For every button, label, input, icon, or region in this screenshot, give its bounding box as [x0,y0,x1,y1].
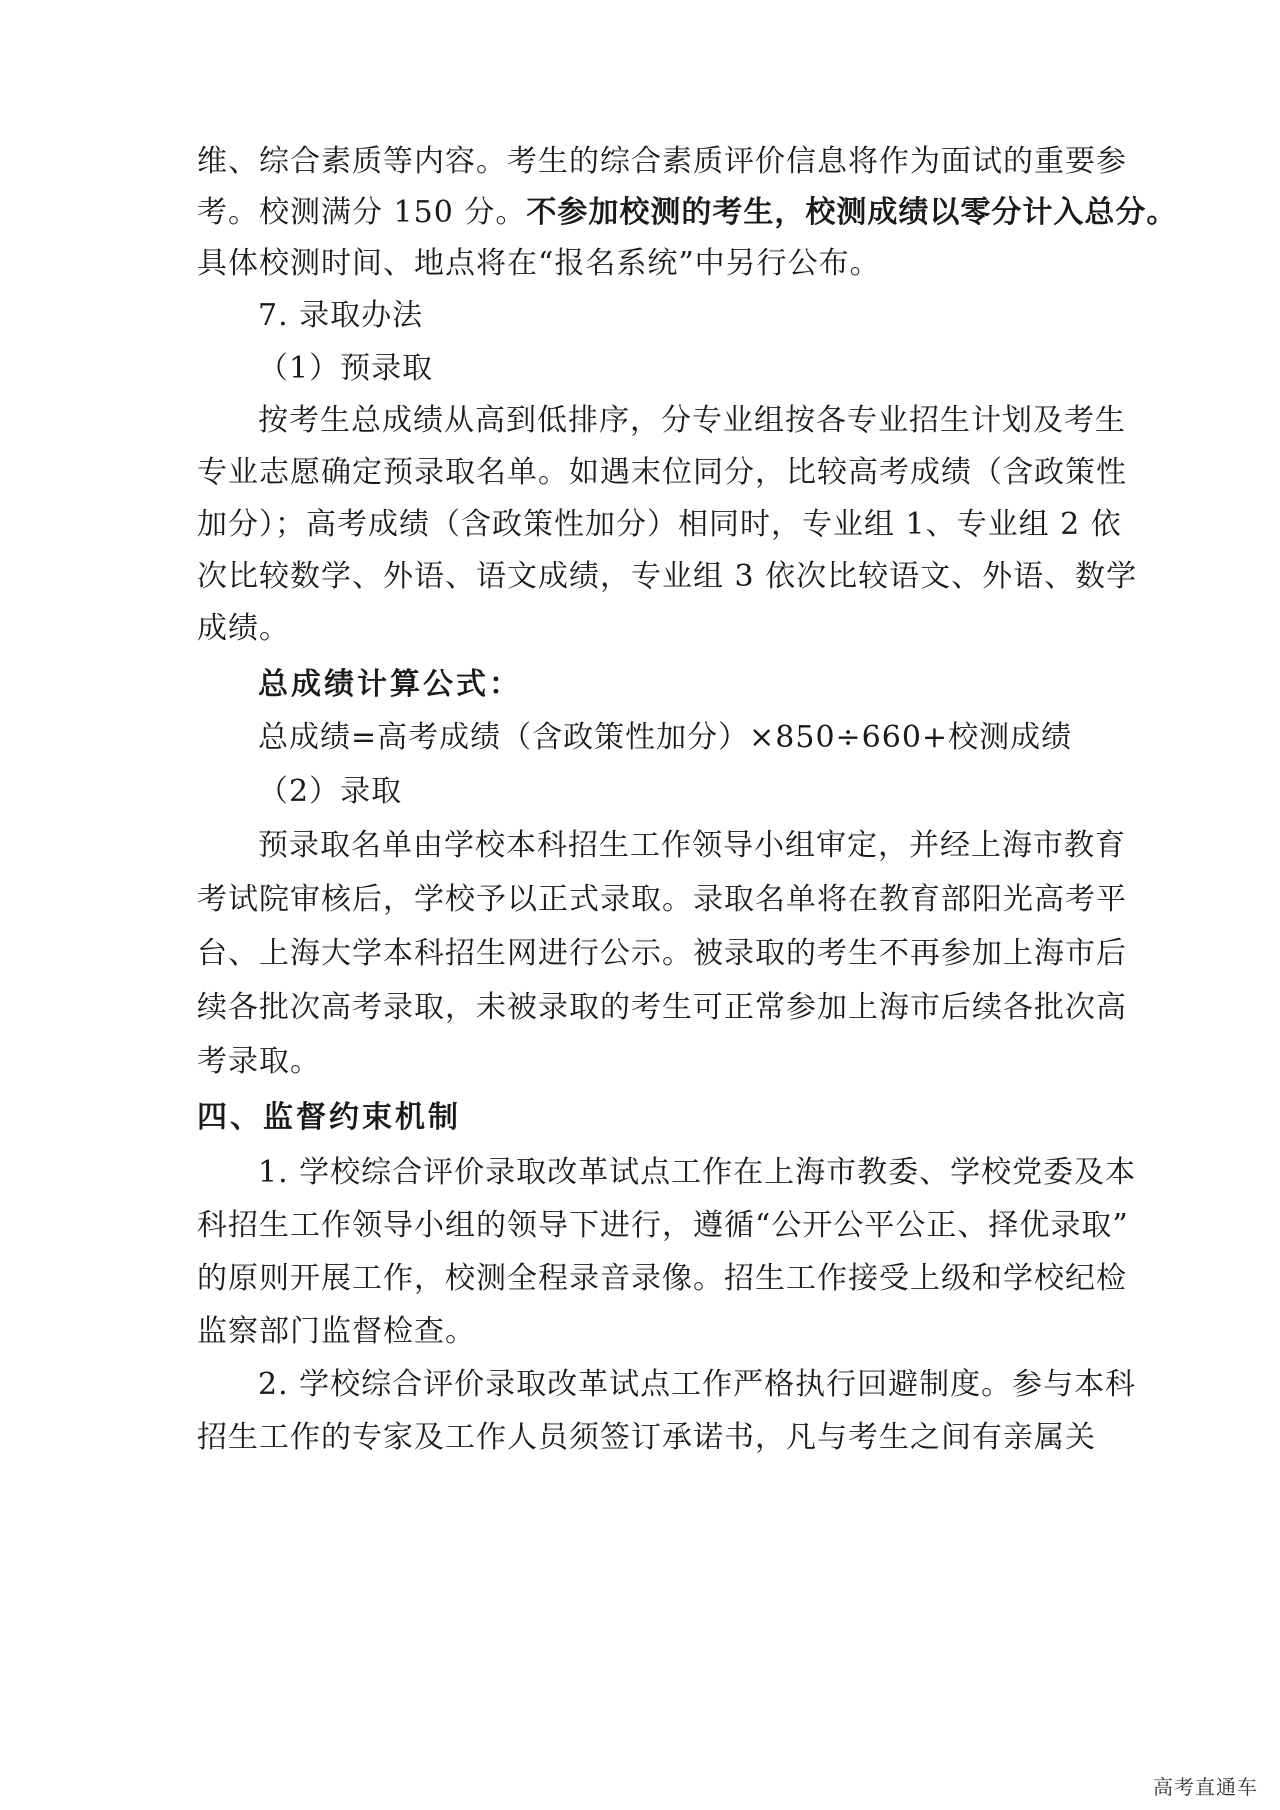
section-subheading: （1）预录取 [258,351,434,386]
paragraph-line: 的原则开展工作，校测全程录音录像。招生工作接受上级和学校纪检 [197,1261,1127,1296]
formula-heading: 总成绩计算公式： [258,667,522,702]
paragraph-line: 监察部门监督检查。 [197,1314,476,1349]
watermark: 高考直通车 [1153,1775,1258,1799]
paragraph-line [197,193,1178,233]
section-subheading: （2）录取 [258,774,403,809]
section-heading: 四、监督约束机制 [197,1100,461,1135]
paragraph-line: 成绩。 [197,611,290,646]
paragraph-line: 考试院审核后，学校予以正式录取。录取名单将在教育部阳光高考平 [197,882,1127,917]
paragraph-line: 科招生工作领导小组的领导下进行，遵循“公开公平公正、择优录取” [197,1208,1129,1243]
bold-text: 不参加校测的考生，校测成绩以零分计入总分。 [526,195,1178,230]
paragraph-line: 按考生总成绩从高到低排序，分专业组按各专业招生计划及考生 [258,403,1126,438]
paragraph-line: 考录取。 [197,1044,321,1079]
paragraph-text: 考。校测满分 150 分。 [197,195,527,230]
paragraph-line: 专业志愿确定预录取名单。如遇末位同分，比较高考成绩（含政策性 [197,455,1127,490]
section-subheading: 7. 录取办法 [258,298,424,333]
paragraph-line: 预录取名单由学校本科招生工作领导小组审定，并经上海市教育 [258,828,1126,863]
formula-text: 总成绩=高考成绩（含政策性加分）×850÷660+校测成绩 [258,720,1073,755]
paragraph-line: 招生工作的专家及工作人员须签订承诺书，凡与考生之间有亲属关 [197,1420,1096,1455]
paragraph-line: 加分）；高考成绩（含政策性加分）相同时，专业组 1、专业组 2 依 [197,507,1122,542]
paragraph-line: 2. 学校综合评价录取改革试点工作严格执行回避制度。参与本科 [258,1367,1137,1402]
paragraph-line: 续各批次高考录取，未被录取的考生可正常参加上海市后续各批次高 [197,990,1127,1025]
paragraph-line: 维、综合素质等内容。考生的综合素质评价信息将作为面试的重要参 [197,144,1127,179]
paragraph-line: 具体校测时间、地点将在“报名系统”中另行公布。 [197,246,881,281]
paragraph-line: 次比较数学、外语、语文成绩，专业组 3 依次比较语文、外语、数学 [197,559,1138,594]
paragraph-line: 1. 学校综合评价录取改革试点工作在上海市教委、学校党委及本 [258,1155,1137,1190]
paragraph-line: 台、上海大学本科招生网进行公示。被录取的考生不再参加上海市后 [197,936,1127,971]
